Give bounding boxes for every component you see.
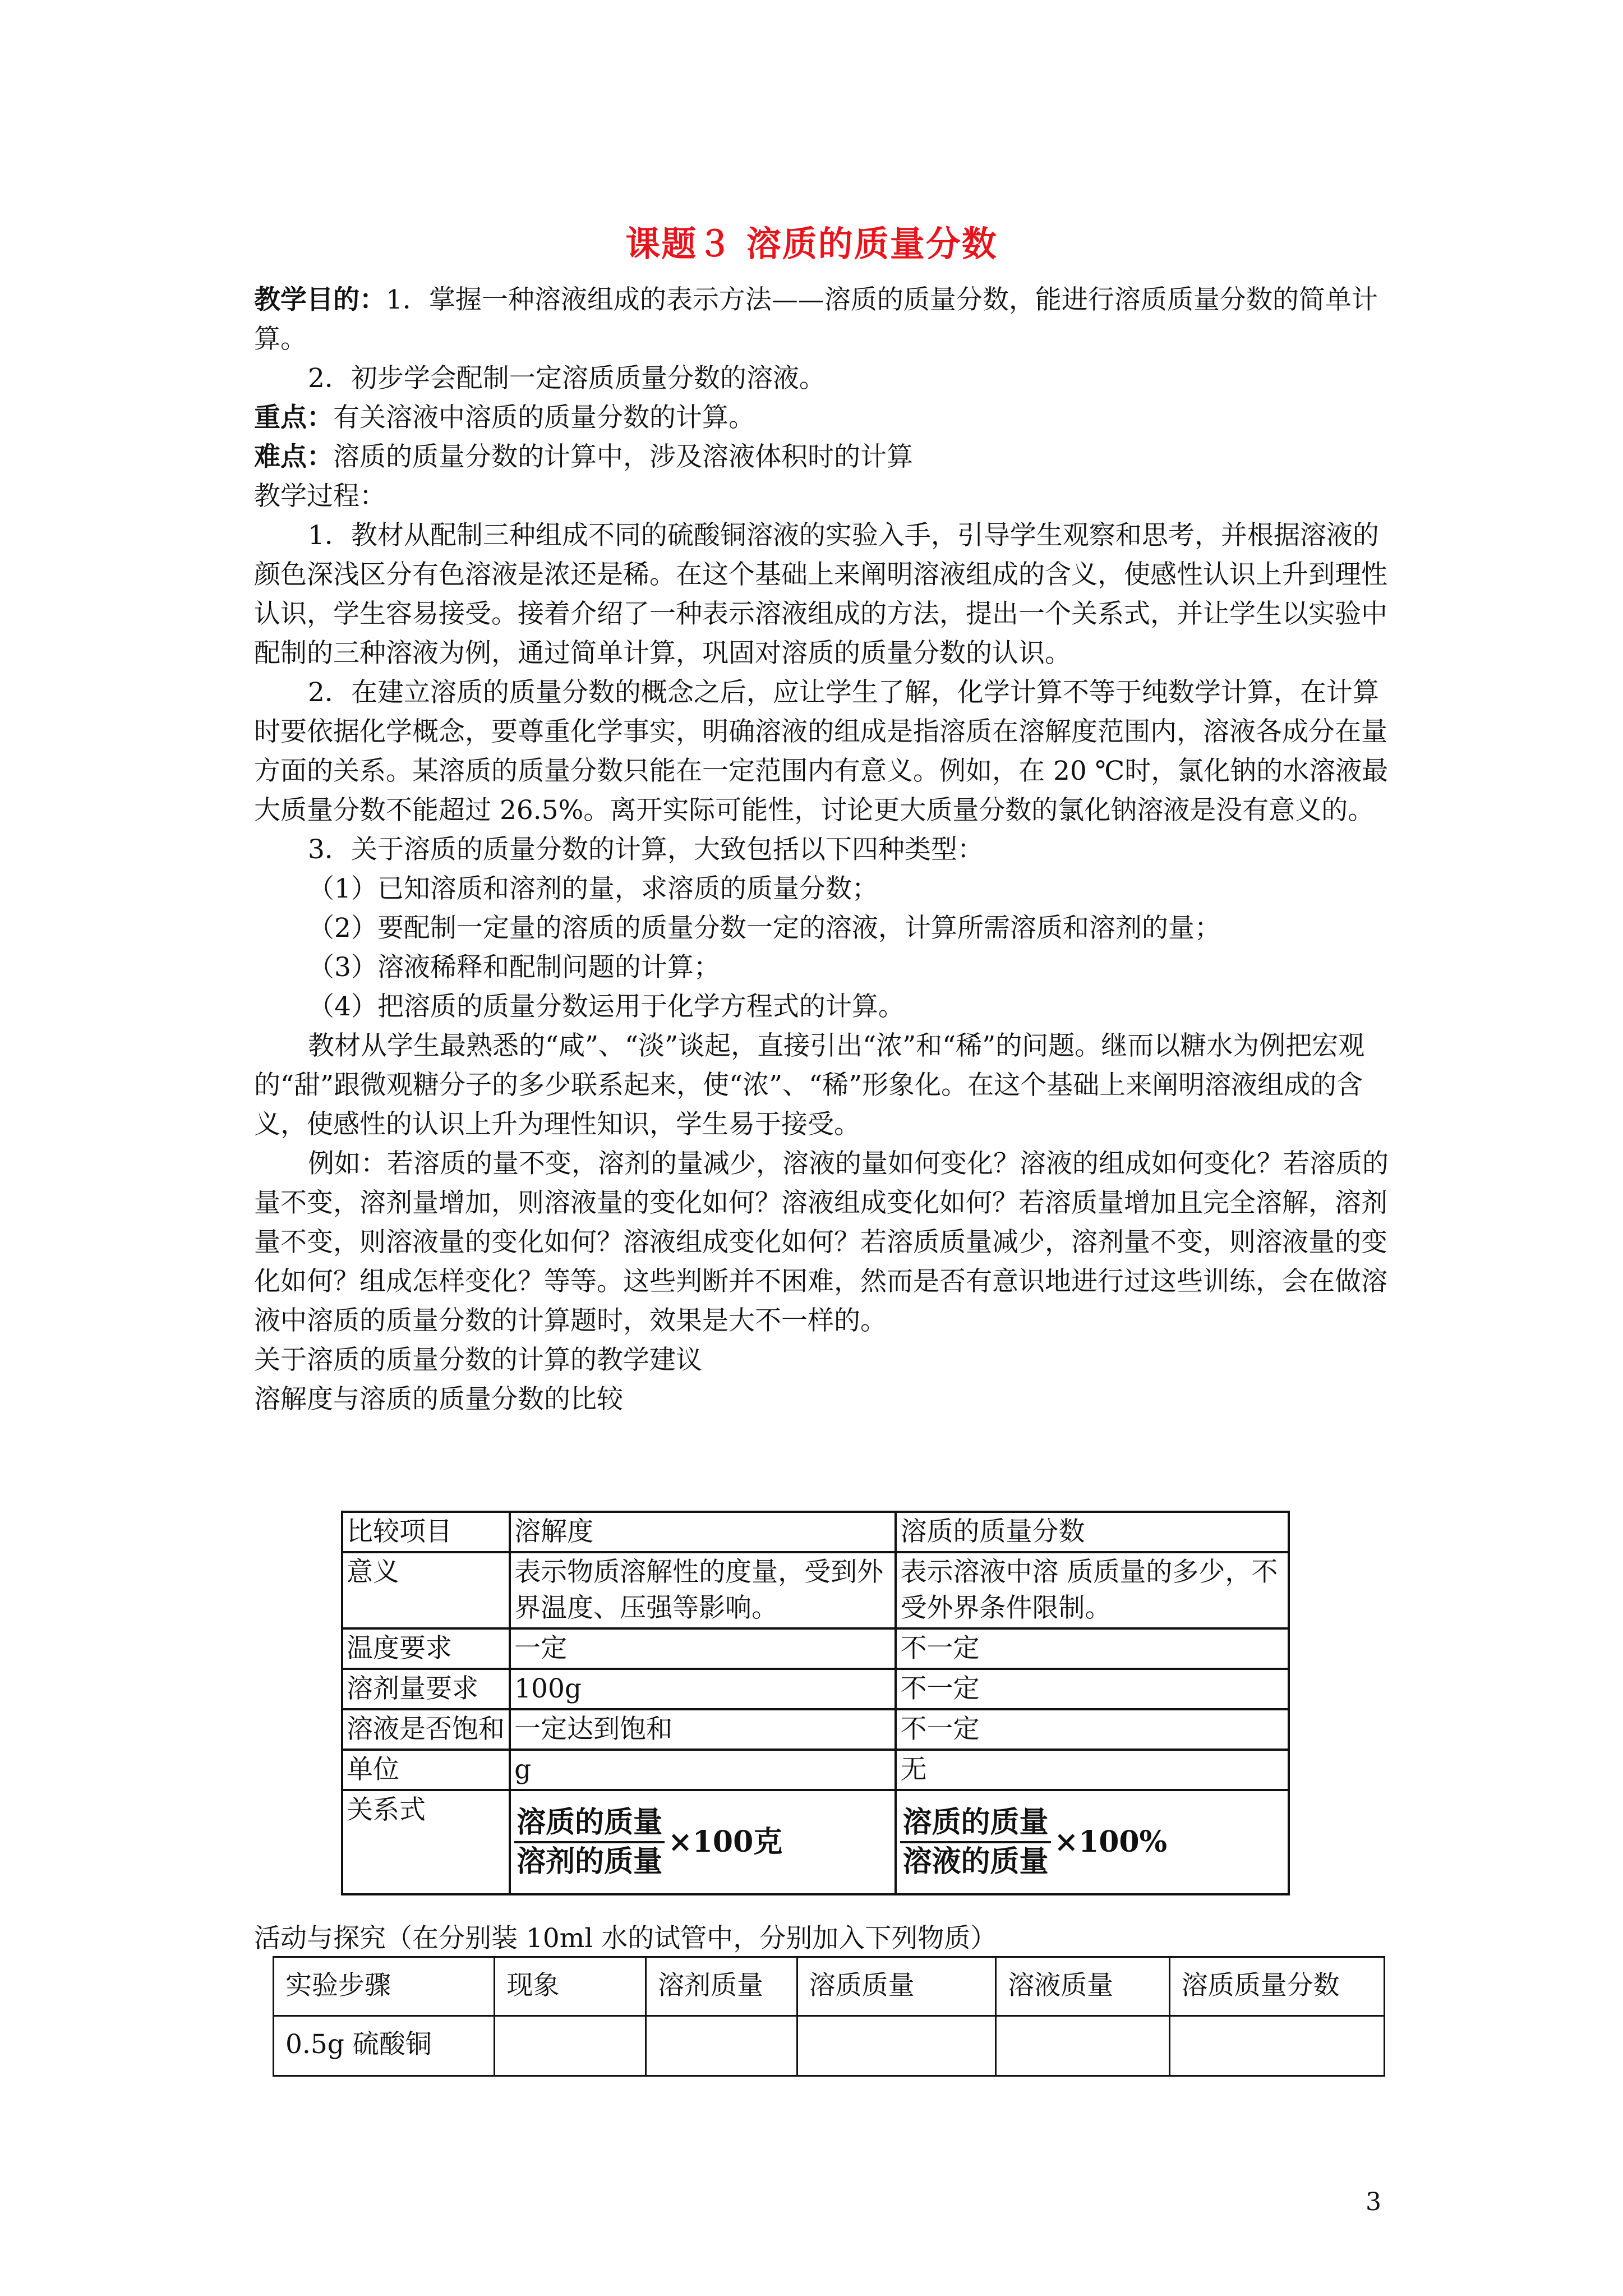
paragraph-5: 例如：若溶质的量不变，溶剂的量减少，溶液的量如何变化？溶液的组成如何变化？若溶质的量不变，溶剂量增加，则溶液量的变化如何？溶液组成变化如何？若溶质量增加且完全溶解，溶剂量不变，则溶液量的变化如何？溶液组成变化如何？若溶质质量减少，溶剂量不变，则溶液量的变化如何？组成怎样变化？等等。这些判断并不困难，然而是否有意识地进行过这些训练，会在做溶液中溶质的质量分数的计算题时，效果是大不一样的。 [254,1148,1389,1336]
relation-row [342,1790,1289,1894]
objectives-label: 教学目的： [254,284,386,315]
table-row [342,1552,1289,1628]
table-cell [1169,2016,1384,2076]
table-cell: 表示溶液中溶 质质量的多少，不受外界条件限制。 [896,1552,1289,1628]
paragraph-4: 教材从学生最熟悉的“咸”、“淡”谈起，直接引出“浓”和“稀”的问题。继而以糖水为例把宏观的“甜”跟微观糖分子的多少联系起来，使“浓”、“稀”形象化。在这个基础上来阐明溶液组成的含义，使感性的认识上升为理性知识，学生易于接受。 [254,1030,1365,1140]
paragraph-3: 3．关于溶质的质量分数的计算，大致包括以下四种类型： [308,834,984,865]
header-cell: 实验步骤 [274,1957,495,2016]
page-title: 课题３ 溶质的质量分数 [625,223,998,264]
header-cell: 溶质质量分数 [1169,1957,1384,2016]
table-cell: 100g [510,1669,896,1709]
formula-fraction [514,1804,665,1880]
formula-denominator: 溶剂的质量 [517,1844,663,1879]
header-cell: 溶液质量 [996,1957,1170,2016]
objectives-line [254,280,1393,359]
type-4: （4）把溶质的质量分数运用于化学方程式的计算。 [308,991,905,1022]
table-cell [996,2016,1170,2076]
teaching-suggestion-heading: 关于溶质的质量分数的计算的教学建议 [254,1345,702,1375]
table-cell: 溶剂量要求 [342,1669,510,1709]
header-cell: 比较项目 [342,1512,510,1552]
table-cell: 溶液是否饱和 [342,1709,510,1750]
table-cell: 不一定 [896,1709,1289,1750]
solubility-formula [510,1790,896,1894]
difficult-point-line [254,438,1393,477]
paragraph-1: 1．教材从配制三种组成不同的硫酸铜溶液的实验入手，引导学生观察和思考，并根据溶液的颜色深浅区分有色溶液是浓还是稀。在这个基础上来阐明溶液组成的含义，使感性认识上升到理性认识，学生容易接受。接着介绍了一种表示溶液组成的方法，提出一个关系式，并让学生以实验中配制的三种溶液为例，通过简单计算，巩固对溶质的质量分数的认识。 [254,520,1387,669]
key-point-label: 重点： [254,402,333,433]
table-row [342,1628,1289,1669]
difficult-point-text: 溶质的质量分数的计算中，涉及溶液体积时的计算 [333,441,913,472]
comparison-table [341,1511,1290,1895]
table-row [342,1750,1289,1790]
relation-label: 关系式 [342,1790,510,1894]
objective-2: 2．初步学会配制一定溶质质量分数的溶液。 [308,363,826,394]
table-header-row [342,1512,1289,1552]
process-label: 教学过程： [254,481,386,512]
header-cell: 现象 [495,1957,646,2016]
table-row [342,1669,1289,1709]
table-cell [797,2016,995,2076]
paragraph-2: 2．在建立溶质的质量分数的概念之后，应让学生了解，化学计算不等于纯数学计算，在计算时要依据化学概念，要尊重化学事实，明确溶液的组成是指溶质在溶解度范围内，溶液各成分在量方面的关系。某溶质的质量分数只能在一定范围内有意义。例如，在 20 ℃时，氯化钠的水溶液最大质量分数不能超过 26.5%。离开实际可能性，讨论更大质量分数的氯化钠溶液是没有意义的。 [254,677,1389,826]
difficult-point-label: 难点： [254,441,333,472]
experiment-table [273,1956,1385,2077]
lesson-body [254,280,1393,1419]
table-cell: 表示物质溶解性的度量，受到外界温度、压强等影响。 [510,1552,896,1628]
table-cell: 温度要求 [342,1628,510,1669]
header-cell: 溶剂质量 [646,1957,797,2016]
table-cell: 一定达到饱和 [510,1709,896,1750]
table-cell: 单位 [342,1750,510,1790]
page-number: 3 [1366,2188,1381,2216]
type-2: （2）要配制一定量的溶质的质量分数一定的溶液，计算所需溶质和溶剂的量； [308,913,1221,944]
table-row [274,2016,1385,2076]
table-cell: 0.5g 硫酸铜 [274,2016,495,2076]
table-cell: 意义 [342,1552,510,1628]
formula-factor: ×100克 [668,1825,783,1859]
header-cell: 溶解度 [510,1512,896,1552]
type-3: （3）溶液稀释和配制问题的计算； [308,952,720,983]
table-cell: 一定 [510,1628,896,1669]
comparison-heading: 溶解度与溶质的质量分数的比较 [254,1384,623,1415]
formula-fraction [900,1804,1050,1880]
formula-factor: ×100% [1054,1825,1168,1859]
table-row [342,1709,1289,1750]
activity-caption: 活动与探究（在分别装 10ml 水的试管中，分别加入下列物质） [254,1923,997,1954]
table-cell: 不一定 [896,1628,1289,1669]
table-cell: g [510,1750,896,1790]
mass-fraction-formula [896,1790,1289,1894]
table-cell: 无 [896,1750,1289,1790]
key-point-line [254,398,1393,438]
type-1: （1）已知溶质和溶剂的量，求溶质的质量分数； [308,873,878,904]
header-cell: 溶质的质量分数 [896,1512,1289,1552]
table-cell: 不一定 [896,1669,1289,1709]
objective-1: 1．掌握一种溶液组成的表示方法——溶质的质量分数，能进行溶质质量分数的简单计算。 [254,284,1378,355]
formula-denominator: 溶液的质量 [902,1844,1049,1879]
key-point-text: 有关溶液中溶质的质量分数的计算。 [333,402,755,433]
header-cell: 溶质质量 [797,1957,995,2016]
formula-numerator: 溶质的质量 [900,1804,1050,1843]
table-cell [646,2016,797,2076]
table-cell [495,2016,646,2076]
table-header-row [274,1957,1385,2016]
formula-numerator: 溶质的质量 [514,1804,665,1843]
